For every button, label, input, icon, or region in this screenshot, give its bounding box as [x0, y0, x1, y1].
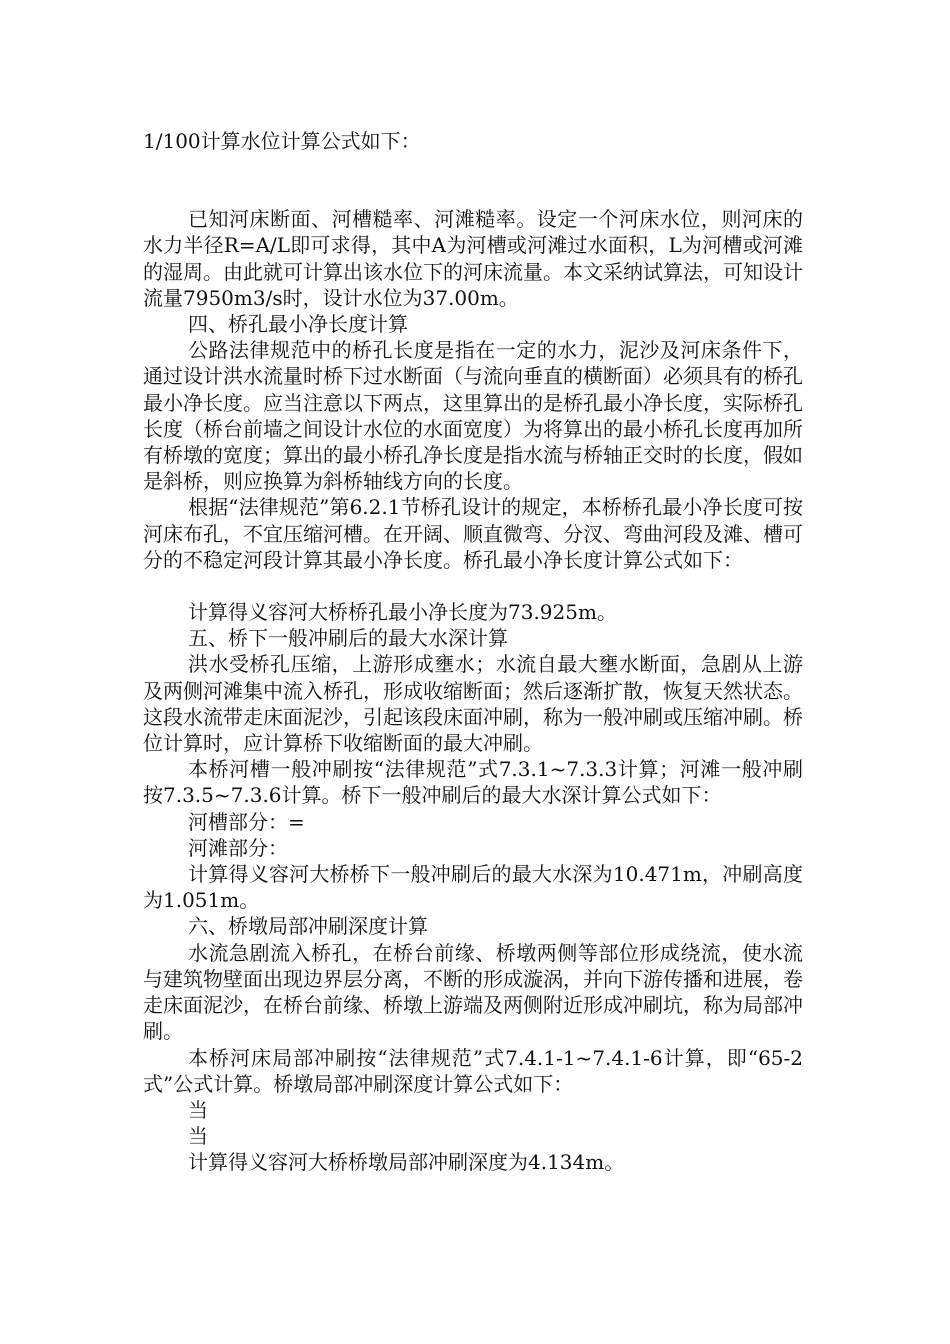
- section-heading-6: 六、桥墩局部冲刷深度计算: [188, 914, 428, 939]
- label-condition-2: 当: [188, 1124, 208, 1149]
- document-body: [143, 128, 803, 1176]
- paragraph-bridge-length-result: 计算得义容河大桥桥孔最小净长度为73.925m。: [188, 600, 617, 625]
- section-heading-5: 五、桥下一般冲刷后的最大水深计算: [188, 626, 508, 651]
- label-condition-1: 当: [188, 1097, 208, 1122]
- paragraph-general-scour-description: 洪水受桥孔压缩，上游形成壅水；水流自最大壅水断面，急剧从上游及两侧河滩集中流入桥孔，形成收缩断面；然后逐渐扩散，恢复天然状态。这段水流带走床面泥沙，引起该段床面冲刷，称为一般冲刷或压缩冲刷。桥位计算时，应计算桥下收缩断面的最大冲刷。: [143, 652, 803, 756]
- paragraph-general-scour-result: 计算得义容河大桥桥下一般冲刷后的最大水深为10.471m，冲刷高度为1.051m。: [143, 862, 803, 913]
- paragraph-bridge-length-rule: 根据“法律规范”第6.2.1节桥孔设计的规定，本桥桥孔最小净长度可按河床布孔，不宜压缩河槽。在开阔、顺直微弯、分汊、弯曲河段及滩、槽可分的不稳定河段计算其最小净长度。桥孔最小净长度计算公式如下：: [143, 495, 803, 572]
- paragraph-local-scour-result: 计算得义容河大桥桥墩局部冲刷深度为4.134m。: [188, 1150, 625, 1175]
- paragraph-general-scour-rule: 本桥河槽一般冲刷按“法律规范”式7.3.1~7.3.3计算；河滩一般冲刷按7.3.5~7.3.6计算。桥下一般冲刷后的最大水深计算公式如下：: [143, 757, 803, 808]
- paragraph-bridge-length-definition: 公路法律规范中的桥孔长度是指在一定的水力，泥沙及河床条件下，通过设计洪水流量时桥下过水断面（与流向垂直的横断面）必须具有的桥孔最小净长度。应当注意以下两点，这里算出的是桥孔最小净长度，实际桥孔长度（桥台前墙之间设计水位的水面宽度）为将算出的最小桥孔长度再加所有桥墩的宽度；算出的最小桥孔净长度是指水流与桥轴正交时的长度，假如是斜桥，则应换算为斜桥轴线方向的长度。: [143, 338, 803, 494]
- paragraph-local-scour-rule: 本桥河床局部冲刷按“法律规范”式7.4.1-1~7.4.1-6计算，即“65-2式”公式计算。桥墩局部冲刷深度计算公式如下：: [143, 1045, 803, 1096]
- paragraph-local-scour-description: 水流急剧流入桥孔，在桥台前缘、桥墩两侧等部位形成绕流，使水流与建筑物壁面出现边界层分离，不断的形成漩涡，并向下游传播和进展，卷走床面泥沙，在桥台前缘、桥墩上游端及两侧附近形成冲刷坑，称为局部冲刷。: [143, 940, 803, 1044]
- paragraph-water-level: 已知河床断面、河槽糙率、河滩糙率。设定一个河床水位，则河床的水力半径R=A/L即可求得，其中A为河槽或河滩过水面积，L为河槽或河滩的湿周。由此就可计算出该水位下的河床流量。本文采纳试算法，可知设计流量7950m3/s时，设计水位为37.00m。: [143, 207, 803, 310]
- section-heading-4: 四、桥孔最小净长度计算: [188, 312, 408, 337]
- label-channel-part: 河槽部分：=: [188, 809, 305, 834]
- formula-placeholder-gap: [143, 573, 803, 599]
- formula-placeholder-gap: [143, 154, 803, 206]
- label-floodplain-part: 河滩部分：: [188, 835, 288, 860]
- paragraph-formula-intro: 1/100计算水位计算公式如下：: [143, 129, 421, 153]
